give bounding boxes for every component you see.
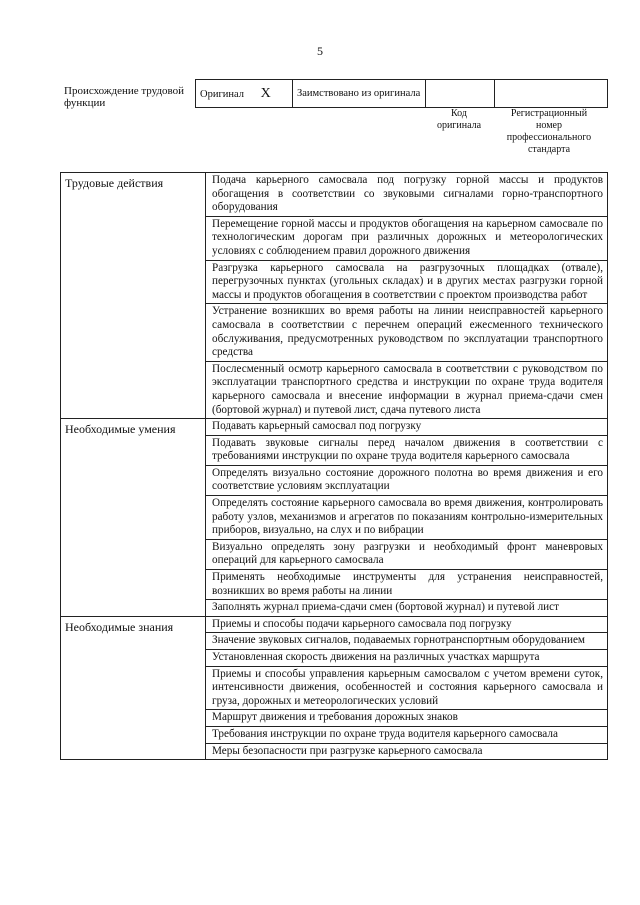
origin-label: Происхождение трудовой функции (64, 85, 185, 109)
borrowed-cell (293, 80, 426, 108)
section-item: Подавать карьерный самосвал под погрузку (206, 419, 607, 436)
reg-number-cell (495, 80, 608, 108)
original-cell (196, 80, 293, 108)
borrowed-label: Заимствовано из оригинала (297, 88, 421, 99)
section-title: Необходимые умения (61, 419, 206, 617)
section-items (206, 173, 608, 419)
section-item: Заполнять журнал приема-сдачи смен (бортовой журнал) и путевой лист (212, 601, 559, 614)
section-item: Определять визуально состояние дорожного полотна во время движения и его соответствие условиям эксплуатации (206, 466, 607, 496)
section-item: Применять необходимые инструменты для устранения неисправностей, возникших во время работы на линии (206, 570, 607, 600)
section-item: Послесменный осмотр карьерного самосвала в соответствии с руководством по эксплуатации транспортного средства и инструкции по охране труда водителя карьерного самосвала и внесение информации в журнал приема-сдачи смен (бортовой журнал) и путевой лист, сдача путевого листа (212, 362, 603, 416)
section-item: Подавать звуковые сигналы перед началом движения в соответствии с требованиями инструкции по охране труда водителя карьерного самосвала (206, 436, 607, 466)
original-label: Оригинал (200, 88, 244, 100)
section-items (206, 419, 608, 617)
section-item: Меры безопасности при разгрузке карьерного самосвала (212, 744, 483, 757)
section-item: Устранение возникших во время работы на линии неисправностей карьерного самосвала в соответствии с перечнем операций ежесменного технического обслуживания, предусмотренных руководством по эксплуатации транспортного средства (206, 304, 607, 361)
section-item: Визуально определять зону разгрузки и необходимый фронт маневровых операций для карьерного самосвала (206, 540, 607, 570)
section-row (61, 173, 608, 419)
section-title: Необходимые знания (61, 616, 206, 759)
section-item: Подача карьерного самосвала под погрузку горной массы и продуктов обогащения в соответствии со звуковыми сигналами горно-транспортного оборудования (206, 173, 607, 217)
section-item: Установленная скорость движения на различных участках маршрута (206, 650, 607, 667)
page-number: 5 (317, 44, 323, 58)
section-item: Приемы и способы подачи карьерного самосвала под погрузку (206, 617, 607, 634)
section-item: Приемы и способы управления карьерным самосвалом с учетом времени суток, интенсивности движения, особенностей и состояния карьерного самосвала и груза, дорожных и метеорологических условий (206, 667, 607, 711)
section-item: Значение звуковых сигналов, подаваемых горнотранспортным оборудованием (206, 633, 607, 650)
section-row (61, 616, 608, 759)
labor-function-table (60, 172, 608, 760)
code-caption: Код оригинала (436, 108, 482, 131)
reg-caption: Регистрационный номер профессионального стандарта (506, 108, 592, 155)
original-mark: X (260, 85, 271, 101)
section-title: Трудовые действия (61, 173, 206, 419)
section-item: Перемещение горной массы и продуктов обогащения на карьерном самосвале по технологическим дорогам при различных дорожных и метеорологических условиях с соблюдением правил дорожного движения (206, 217, 607, 261)
section-row (61, 419, 608, 617)
section-item: Требования инструкции по охране труда водителя карьерного самосвала (206, 727, 607, 744)
section-item: Определять состояние карьерного самосвала во время движения, контролировать работу узлов, механизмов и агрегатов по показаниям контрольно-измерительных приборов, визуально, на слух и по вибрации (206, 496, 607, 540)
code-cell (426, 80, 495, 108)
section-items (206, 616, 608, 759)
origin-table (195, 79, 608, 108)
section-item: Разгрузка карьерного самосвала на разгрузочных площадках (отвале), перегрузочных пунктах (угольных складах) и в других местах разгрузки горной массы и продуктов обогащения в соответствии с проектом производства работ (206, 261, 607, 305)
section-item: Маршрут движения и требования дорожных знаков (206, 710, 607, 727)
